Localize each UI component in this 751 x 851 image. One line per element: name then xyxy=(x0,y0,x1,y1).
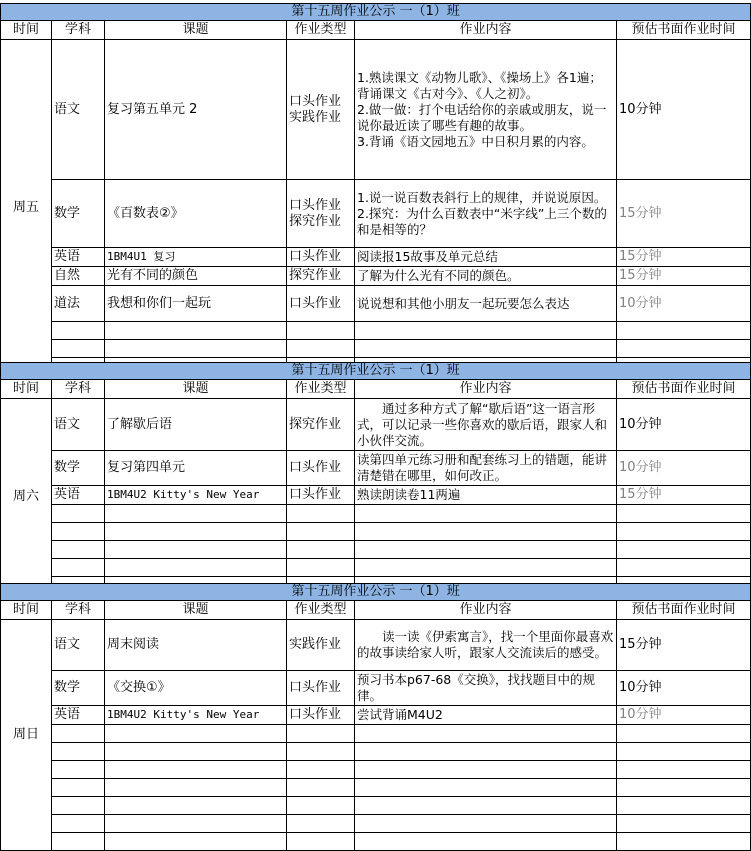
type-cell: 口头作业 xyxy=(287,486,355,505)
subject-cell: 语文 xyxy=(52,620,105,671)
time-cell: 15分钟 xyxy=(617,180,751,248)
subject-cell: 语文 xyxy=(52,399,105,451)
time-cell: 15分钟 xyxy=(617,248,751,267)
day-label: 周五 xyxy=(1,40,52,376)
week-schedule-friday xyxy=(0,3,751,376)
empty-row xyxy=(1,541,751,559)
topic-cell: 《交换①》 xyxy=(105,671,287,706)
empty-row xyxy=(1,797,751,815)
subject-cell: 数学 xyxy=(52,451,105,486)
col-header-content: 作业内容 xyxy=(355,21,617,40)
col-header-topic: 课题 xyxy=(105,380,287,399)
section-banner: 第十五周作业公示 一（1）班 xyxy=(1,4,751,21)
col-header-subject: 学科 xyxy=(52,380,105,399)
time-cell: 10分钟 xyxy=(617,40,751,180)
col-header-type: 作业类型 xyxy=(287,380,355,399)
topic-cell: 我想和你们一起玩 xyxy=(105,286,287,322)
content-cell: 阅读报15故事及单元总结 xyxy=(355,248,617,267)
table-row xyxy=(1,486,751,505)
subject-cell: 数学 xyxy=(52,180,105,248)
subject-cell: 英语 xyxy=(52,706,105,725)
col-header-estimated-time: 预估书面作业时间 xyxy=(617,21,751,40)
time-cell: 15分钟 xyxy=(617,267,751,286)
col-header-time: 时间 xyxy=(1,21,52,40)
col-header-topic: 课题 xyxy=(105,21,287,40)
content-cell: 通过多种方式了解“歇后语”这一语言形式，可以记录一些你喜欢的歇后语，跟家人和小伙伴交流。 xyxy=(355,399,617,451)
empty-row xyxy=(1,833,751,851)
col-header-type: 作业类型 xyxy=(287,601,355,620)
type-cell: 口头作业 实践作业 xyxy=(287,40,355,180)
subject-cell: 道法 xyxy=(52,286,105,322)
type-cell: 口头作业 xyxy=(287,451,355,486)
time-cell: 10分钟 xyxy=(617,286,751,322)
type-cell: 口头作业 xyxy=(287,286,355,322)
col-header-content: 作业内容 xyxy=(355,380,617,399)
col-header-topic: 课题 xyxy=(105,601,287,620)
empty-row xyxy=(1,815,751,833)
empty-row xyxy=(1,761,751,779)
col-header-content: 作业内容 xyxy=(355,601,617,620)
table-row xyxy=(1,671,751,706)
col-header-time: 时间 xyxy=(1,380,52,399)
table-row xyxy=(1,180,751,248)
table-row xyxy=(1,267,751,286)
empty-row xyxy=(1,743,751,761)
table-row xyxy=(1,40,751,180)
table-row xyxy=(1,620,751,671)
col-header-estimated-time: 预估书面作业时间 xyxy=(617,601,751,620)
subject-cell: 自然 xyxy=(52,267,105,286)
empty-row xyxy=(1,725,751,743)
time-cell: 10分钟 xyxy=(617,706,751,725)
section-banner: 第十五周作业公示 一（1）班 xyxy=(1,363,751,380)
topic-cell: 光有不同的颜色 xyxy=(105,267,287,286)
topic-cell: 1BM4U2 Kitty's New Year xyxy=(105,706,287,725)
content-cell: 1.熟读课文《动物儿歌》、《操场上》各1遍；背诵课文《古对今》、《人之初》。 2.做一做：打个电话给你的亲戚或朋友，说一说你最近读了哪些有趣的故事。 3.背诵《语文园地五》中日积月累的内容。 xyxy=(355,40,617,180)
type-cell: 口头作业 xyxy=(287,671,355,706)
table-row xyxy=(1,451,751,486)
week-schedule-saturday xyxy=(0,362,751,595)
empty-row xyxy=(1,779,751,797)
empty-row xyxy=(1,322,751,340)
time-cell: 10分钟 xyxy=(617,451,751,486)
day-label: 周六 xyxy=(1,399,52,595)
time-cell: 10分钟 xyxy=(617,671,751,706)
type-cell: 实践作业 xyxy=(287,620,355,671)
type-cell: 探究作业 xyxy=(287,399,355,451)
subject-cell: 数学 xyxy=(52,671,105,706)
content-cell: 熟读朗读卷11两遍 xyxy=(355,486,617,505)
topic-cell: 了解歇后语 xyxy=(105,399,287,451)
col-header-estimated-time: 预估书面作业时间 xyxy=(617,380,751,399)
content-cell: 说说想和其他小朋友一起玩要怎么表达 xyxy=(355,286,617,322)
type-cell: 口头作业 探究作业 xyxy=(287,180,355,248)
topic-cell: 1BM4U1 复习 xyxy=(105,248,287,267)
content-cell: 尝试背诵M4U2 xyxy=(355,706,617,725)
type-cell: 探究作业 xyxy=(287,267,355,286)
topic-cell: 《百数表②》 xyxy=(105,180,287,248)
col-header-subject: 学科 xyxy=(52,601,105,620)
empty-row xyxy=(1,340,751,358)
time-cell: 15分钟 xyxy=(617,620,751,671)
col-header-subject: 学科 xyxy=(52,21,105,40)
week-schedule-sunday xyxy=(0,583,751,851)
topic-cell: 复习第五单元 2 xyxy=(105,40,287,180)
table-row xyxy=(1,286,751,322)
table-row xyxy=(1,399,751,451)
content-cell: 1.说一说百数表斜行上的规律，并说说原因。 2.探究：为什么百数表中“米字线”上三个数的和是相等的？ xyxy=(355,180,617,248)
subject-cell: 语文 xyxy=(52,40,105,180)
topic-cell: 复习第四单元 xyxy=(105,451,287,486)
table-row xyxy=(1,248,751,267)
topic-cell: 周末阅读 xyxy=(105,620,287,671)
content-cell: 了解为什么光有不同的颜色。 xyxy=(355,267,617,286)
type-cell: 口头作业 xyxy=(287,706,355,725)
time-cell: 10分钟 xyxy=(617,399,751,451)
time-cell: 15分钟 xyxy=(617,486,751,505)
content-cell: 预习书本p67-68《交换》，找找题目中的规律。 xyxy=(355,671,617,706)
subject-cell: 英语 xyxy=(52,486,105,505)
content-cell: 读一读《伊索寓言》，找一个里面你最喜欢的故事读给家人听，跟家人交流读后的感受。 xyxy=(355,620,617,671)
topic-cell: 1BM4U2 Kitty's New Year xyxy=(105,486,287,505)
section-banner: 第十五周作业公示 一（1）班 xyxy=(1,584,751,601)
subject-cell: 英语 xyxy=(52,248,105,267)
day-label: 周日 xyxy=(1,620,52,851)
type-cell: 口头作业 xyxy=(287,248,355,267)
empty-row xyxy=(1,559,751,577)
content-cell: 读第四单元练习册和配套练习上的错题，能讲清楚错在哪里，如何改正。 xyxy=(355,451,617,486)
empty-row xyxy=(1,505,751,523)
col-header-time: 时间 xyxy=(1,601,52,620)
table-row xyxy=(1,706,751,725)
empty-row xyxy=(1,523,751,541)
col-header-type: 作业类型 xyxy=(287,21,355,40)
